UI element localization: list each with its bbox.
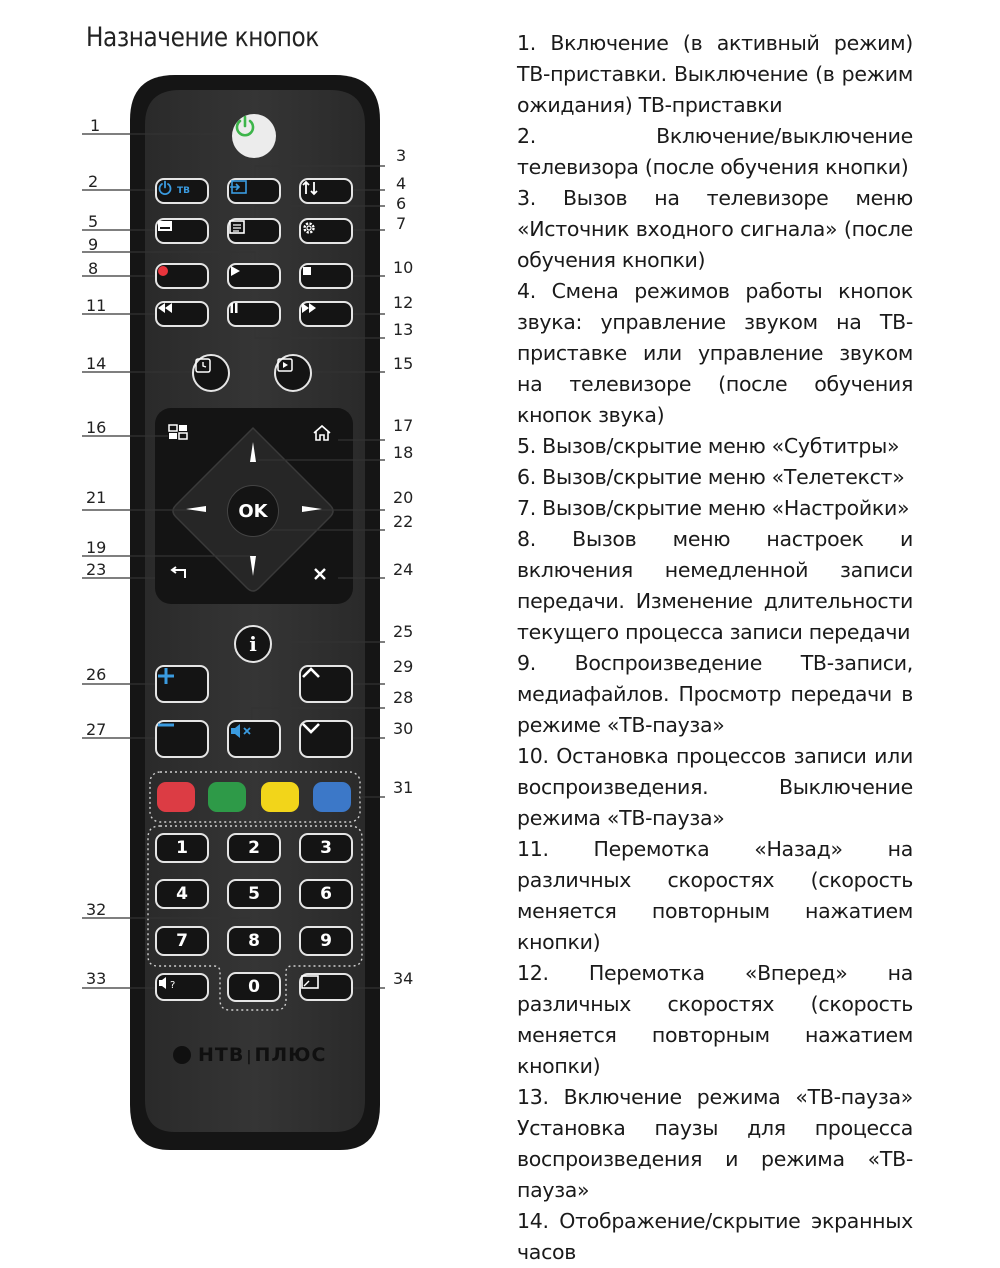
callout-11: 11 [86,296,107,315]
description-item-11: 11. Перемотка «Назад» на различных скоростях (скорость меняется повторным нажатием кнопки) [517,837,913,954]
dpad-up-button[interactable] [236,440,270,468]
stop-icon [301,265,313,277]
callout-4: 4 [396,174,407,193]
callout-32: 32 [86,900,107,919]
digit-9-button[interactable]: 9 [299,926,353,956]
description-item-5: 5. Вызов/скрытие меню «Субтитры» [517,434,900,458]
aspect-ratio-icon [301,975,319,989]
callout-18: 18 [393,443,414,462]
grid-menu-icon [168,424,188,440]
tv-power-button[interactable] [155,178,209,204]
tv-power-icon [157,180,173,196]
description-item-2: 2. Включение/выключение телевизора (после обучения кнопки) [517,124,913,179]
callout-15: 15 [393,354,414,373]
brand-separator: | [246,1049,253,1065]
brand-name: НТВ [198,1044,245,1066]
description-item-13: 13. Включение режима «ТВ-пауза» Установка паузы для процесса воспроизведения и режима «ТВ-пауза» [517,1085,913,1202]
media-play-icon [276,356,294,374]
audio-question-icon [157,975,181,991]
dpad-down-button[interactable] [236,552,270,580]
sound-mode-button[interactable] [299,178,353,204]
play-icon [229,265,241,277]
mute-icon [229,722,255,740]
callout-17: 17 [393,416,414,435]
dpad-right-button[interactable] [296,494,326,524]
yellow-key[interactable] [261,782,299,812]
callout-29: 29 [393,657,414,676]
callout-12: 12 [393,293,414,312]
back-arrow-icon [168,566,188,580]
close-icon [312,566,328,582]
svg-text:?: ? [170,980,176,991]
callout-10: 10 [393,258,414,277]
play-button[interactable] [227,263,281,289]
fast-forward-icon [301,303,317,313]
callout-30: 30 [393,719,414,738]
tv-label: ТВ [177,186,190,196]
callout-5: 5 [88,212,99,231]
description-item-12: 12. Перемотка «Вперед» на различных скоростях (скорость меняется повторным нажатием кнопки) [517,961,913,1078]
description-item-1: 1. Включение (в активный режим) ТВ-приставки. Выключение (в режим ожидания) ТВ-приставки [517,31,913,117]
callout-21: 21 [86,488,107,507]
stop-button[interactable] [299,263,353,289]
teletext-button[interactable] [227,218,281,244]
callout-28: 28 [393,688,414,707]
info-icon: i [249,632,257,656]
description-item-6: 6. Вызов/скрытие меню «Телетекст» [517,465,905,489]
callout-13: 13 [393,320,414,339]
pause-button[interactable] [227,301,281,327]
remote-illustration [0,0,500,1206]
callout-22: 22 [393,512,414,531]
callout-25: 25 [393,622,414,641]
callout-14: 14 [86,354,107,373]
digit-6-button[interactable]: 6 [299,879,353,909]
callout-16: 16 [86,418,107,437]
digit-2-button[interactable]: 2 [227,833,281,863]
subtitles-button[interactable] [155,218,209,244]
callout-3: 3 [396,146,407,165]
media-button[interactable] [274,354,312,392]
rewind-icon [157,303,173,313]
digit-7-button[interactable]: 7 [155,926,209,956]
channel-down-button[interactable] [299,720,353,758]
minus-icon [157,722,175,728]
description-item-7: 7. Вызов/скрытие меню «Настройки» [517,496,910,520]
power-icon [232,114,258,140]
menu-grid-button[interactable] [168,424,198,448]
description-item-10: 10. Остановка процессов записи или воспроизведения. Выключение режима «ТВ-пауза» [517,744,913,830]
description-item-8: 8. Вызов меню настроек и включения немедленной записи передачи. Изменение длительности текущего процесса записи передачи [517,527,913,644]
callout-1: 1 [90,116,101,135]
blue-key[interactable] [313,782,351,812]
digit-4-button[interactable]: 4 [155,879,209,909]
pause-icon [229,303,239,313]
green-key[interactable] [208,782,246,812]
description-list [517,28,913,1268]
callout-7: 7 [396,214,407,233]
input-source-icon [229,180,247,194]
power-button[interactable] [232,114,276,158]
brand-logo-icon [173,1046,191,1064]
rewind-button[interactable] [155,301,209,327]
clock-button[interactable] [192,354,230,392]
callout-8: 8 [88,259,99,278]
channel-up-button[interactable] [299,665,353,703]
digit-8-button[interactable]: 8 [227,926,281,956]
subtitles-icon [157,220,173,232]
gear-icon [301,220,317,236]
description-item-9: 9. Воспроизведение ТВ-записи, медиафайлов. Просмотр передачи в режиме «ТВ-пауза» [517,651,913,737]
callout-6: 6 [396,194,407,213]
record-icon [157,265,169,277]
info-button[interactable] [234,625,272,663]
digit-0-button[interactable]: 0 [227,972,281,1002]
aspect-ratio-button[interactable] [299,973,353,1001]
swap-arrows-icon [301,180,319,196]
digit-1-button[interactable]: 1 [155,833,209,863]
input-source-button[interactable] [227,178,281,204]
clock-icon [194,356,212,374]
settings-button[interactable] [299,218,353,244]
volume-down-button[interactable] [155,720,209,758]
fast-forward-button[interactable] [299,301,353,327]
callout-20: 20 [393,488,414,507]
mute-button[interactable] [227,720,281,758]
callout-26: 26 [86,665,107,684]
back-button[interactable] [168,566,198,590]
home-button[interactable] [312,424,340,450]
callout-34: 34 [393,969,414,988]
digit-5-button[interactable]: 5 [227,879,281,909]
description-item-4: 4. Смена режимов работы кнопок звука: управление звуком на ТВ-приставке или управление звуком на телевизоре (после обучения кнопок звука) [517,279,913,427]
callout-9: 9 [88,235,99,254]
volume-up-button[interactable] [155,665,209,703]
brand-logo [198,1044,326,1066]
callout-27: 27 [86,720,107,739]
brand-suffix: ПЛЮС [254,1044,327,1066]
chevron-up-icon [301,667,321,679]
callout-2: 2 [88,172,99,191]
dpad-left-button[interactable] [182,494,212,524]
callout-24: 24 [393,560,414,579]
description-item-14: 14. Отображение/скрытие экранных часов [517,1209,913,1264]
callout-31: 31 [393,778,414,797]
page-title: Назначение кнопок [86,22,319,53]
red-key[interactable] [157,782,195,812]
plus-icon [157,667,175,685]
callout-19: 19 [86,538,107,557]
teletext-icon [229,220,245,234]
record-button[interactable] [155,263,209,289]
audio-track-button[interactable] [155,973,209,1001]
home-icon [312,424,332,442]
ok-label: OK [238,500,268,522]
callout-33: 33 [86,969,107,988]
exit-button[interactable] [312,566,338,592]
callout-23: 23 [86,560,107,579]
chevron-down-icon [301,722,321,734]
digit-3-button[interactable]: 3 [299,833,353,863]
description-item-3: 3. Вызов на телевизоре меню «Источник входного сигнала» (после обучения кнопки) [517,186,913,272]
ok-button[interactable] [227,485,279,537]
